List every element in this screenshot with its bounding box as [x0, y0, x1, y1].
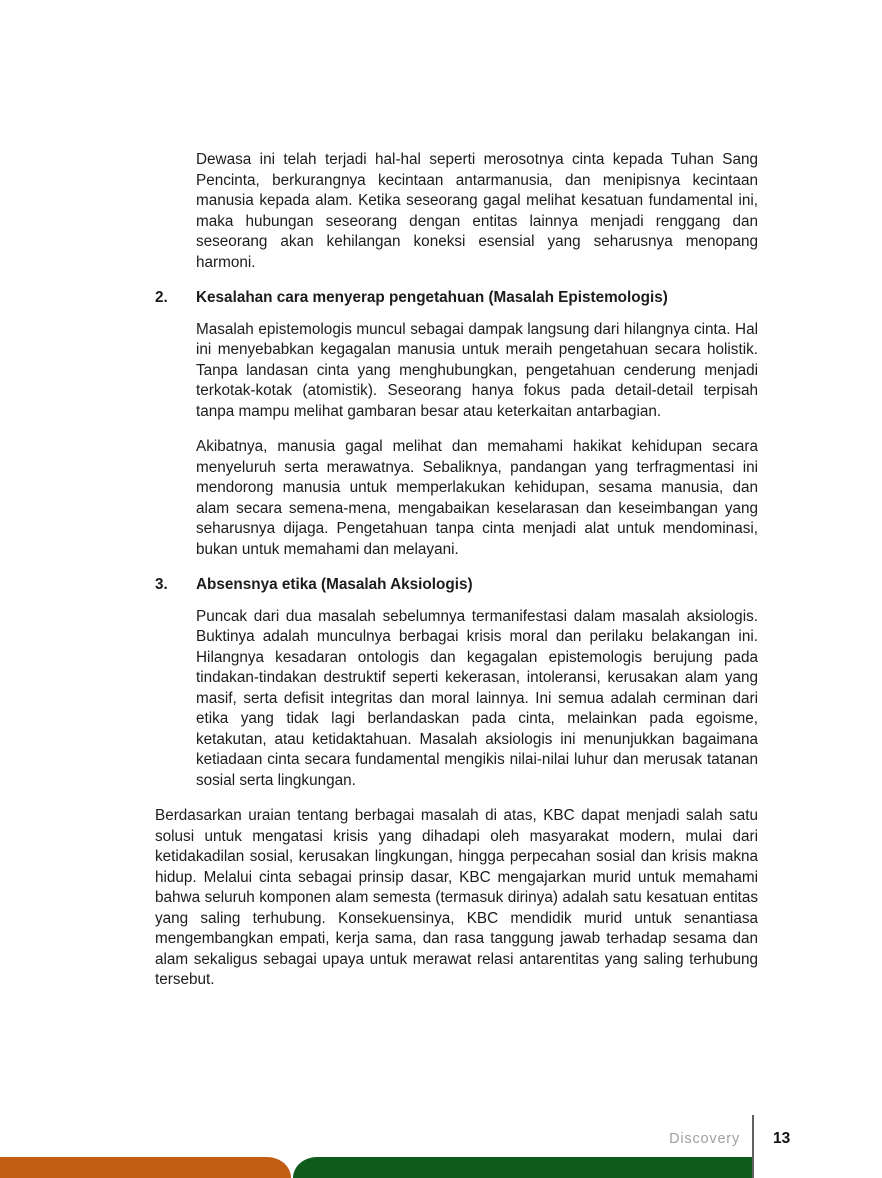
- item-2-heading: Kesalahan cara menyerap pengetahuan (Masalah Epistemologis): [196, 289, 668, 306]
- footer-section-label: Discovery: [669, 1131, 740, 1147]
- item-3-paragraph-1: Puncak dari dua masalah sebelumnya termanifestasi dalam masalah aksiologis. Buktinya adalah munculnya berbagai krisis moral dan perilaku belakangan ini. Hilangnya kesadaran ontologis dan kegagalan epistemologis berujung pada tindakan-tindakan destruktif seperti kekerasan, intoleransi, kerusakan alam yang masif, serta defisit integritas dan moral lainnya. Ini semua adalah cerminan dari etika yang tidak lagi berlandaskan pada cinta, melainkan pada egoisme, ketakutan, atau ketidaktahuan. Masalah aksiologis ini menunjukkan bagaimana ketiadaan cinta secara fundamental mengikis nilai-nilai luhur dan merusak tatanan sosial serta lingkungan.: [196, 607, 758, 789]
- intro-paragraph: Dewasa ini telah terjadi hal-hal seperti merosotnya cinta kepada Tuhan Sang Pencinta, berkurangnya kecintaan antarmanusia, dan menipisnya kecintaan manusia kepada alam. Ketika seseorang gagal melihat kesatuan fundamental ini, maka hubungan seseorang dengan entitas lainnya menjadi renggang dan seseorang akan kehilangan koneksi esensial yang seharusnya menopang harmoni.: [196, 151, 758, 271]
- item-3-number: 3.: [155, 576, 168, 593]
- item-2-number: 2.: [155, 289, 168, 306]
- footer-divider-rule: [752, 1115, 754, 1178]
- item-3-heading: Absensnya etika (Masalah Aksiologis): [196, 576, 473, 593]
- page-body-text: [155, 150, 758, 1006]
- item-2-paragraph-1: Masalah epistemologis muncul sebagai dampak langsung dari hilangnya cinta. Hal ini menyebabkan kegagalan manusia untuk meraih pengetahuan secara holistik. Tanpa landasan cinta yang menghubungkan, pengetahuan cenderung menjadi terkotak-kotak (atomistik). Seseorang hanya fokus pada detail-detail terpisah tanpa mampu melihat gambaran besar atau keterkaitan antarbagian.: [196, 320, 758, 420]
- item-2-paragraph-2: Akibatnya, manusia gagal melihat dan memahami hakikat kehidupan secara menyeluruh serta merawatnya. Sebaliknya, pandangan yang terfragmentasi ini mendorong manusia untuk memperlakukan kehidupan, sesama manusia, dan alam secara semena-mena, mengabaikan keselarasan dan keseimbangan yang seharusnya dijaga. Pengetahuan tanpa cinta menjadi alat untuk mendominasi, bukan untuk memahami dan melayani.: [196, 438, 758, 558]
- closing-paragraph: Berdasarkan uraian tentang berbagai masalah di atas, KBC dapat menjadi salah satu solusi untuk mengatasi krisis yang dihadapi oleh masyarakat modern, mulai dari ketidakadilan sosial, kerusakan lingkungan, hingga perpecahan sosial dan krisis makna hidup. Melalui cinta sebagai prinsip dasar, KBC mengajarkan murid untuk memahami bahwa seluruh komponen alam semesta (termasuk dirinya) adalah satu kesatuan entitas yang saling terhubung. Konsekuensinya, KBC mendidik murid untuk senantiasa mengembangkan empati, kerja sama, dan rasa tanggung jawab terhadap sesama dan alam sekaligus sebagai upaya untuk merawat relasi antarentitas yang saling terhubung tersebut.: [155, 807, 758, 988]
- page-number: 13: [773, 1130, 791, 1147]
- numbered-heading-2: [155, 288, 758, 309]
- footer-accent-bar-green: [293, 1157, 753, 1178]
- numbered-heading-3: [155, 575, 758, 596]
- footer-accent-bar-orange: [0, 1157, 291, 1178]
